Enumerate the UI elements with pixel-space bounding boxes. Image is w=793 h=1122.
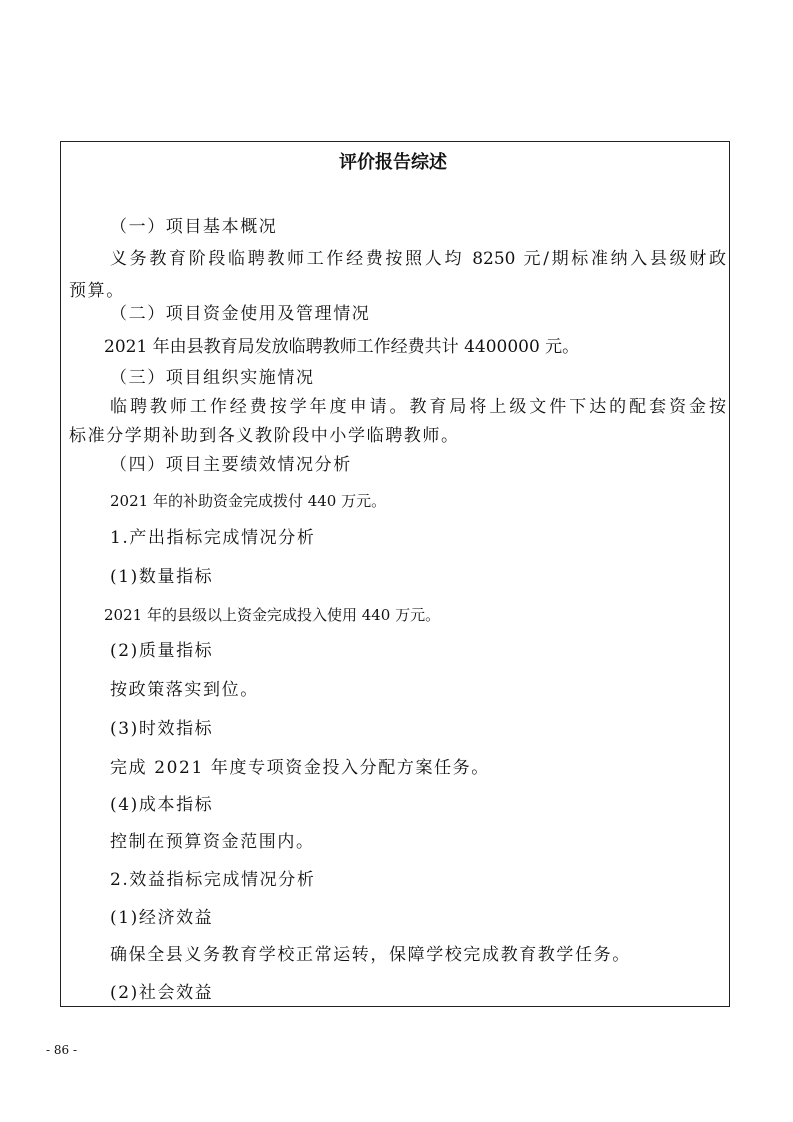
indicator-heading: (2)社会效益 xyxy=(110,983,214,1003)
subsection-heading: 2.效益指标完成情况分析 xyxy=(110,870,316,890)
indicator-heading: (3)时效指标 xyxy=(110,719,214,739)
indicator-heading: (4)成本指标 xyxy=(110,795,214,815)
document-title: 评价报告综述 xyxy=(339,152,447,173)
paragraph-line: 按政策落实到位。 xyxy=(110,680,259,700)
page-number: - 86 - xyxy=(46,1043,78,1057)
paragraph-line: 2021 年的县级以上资金完成投入使用 440 万元。 xyxy=(104,606,441,624)
section-heading-4: （四）项目主要绩效情况分析 xyxy=(110,455,352,475)
indicator-heading: (2)质量指标 xyxy=(110,641,214,661)
paragraph-line: 确保全县义务教育学校正常运转，保障学校完成教育教学任务。 xyxy=(110,945,631,965)
paragraph-line: 临聘教师工作经费按学年度申请。教育局将上级文件下达的配套资金按 xyxy=(110,397,726,417)
section-heading-3: （三）项目组织实施情况 xyxy=(110,368,315,388)
paragraph-line: 完成 2021 年度专项资金投入分配方案任务。 xyxy=(110,758,490,778)
subsection-heading: 1.产出指标完成情况分析 xyxy=(110,528,316,548)
indicator-heading: (1)数量指标 xyxy=(110,567,214,587)
section-heading-2: （二）项目资金使用及管理情况 xyxy=(110,304,371,324)
paragraph-line: 义务教育阶段临聘教师工作经费按照人均 8250 元/期标准纳入县级财政 xyxy=(110,249,726,269)
paragraph-line: 标准分学期补助到各义教阶段中小学临聘教师。 xyxy=(69,426,460,446)
paragraph-line: 预算。 xyxy=(69,281,125,301)
section-heading-1: （一）项目基本概况 xyxy=(110,217,278,237)
paragraph-line: 2021 年的补助资金完成拨付 440 万元。 xyxy=(110,492,387,510)
paragraph-line: 2021 年由县教育局发放临聘教师工作经费共计 4400000 元。 xyxy=(104,337,580,357)
paragraph-line: 控制在预算资金范围内。 xyxy=(110,832,315,852)
indicator-heading: (1)经济效益 xyxy=(110,908,214,928)
